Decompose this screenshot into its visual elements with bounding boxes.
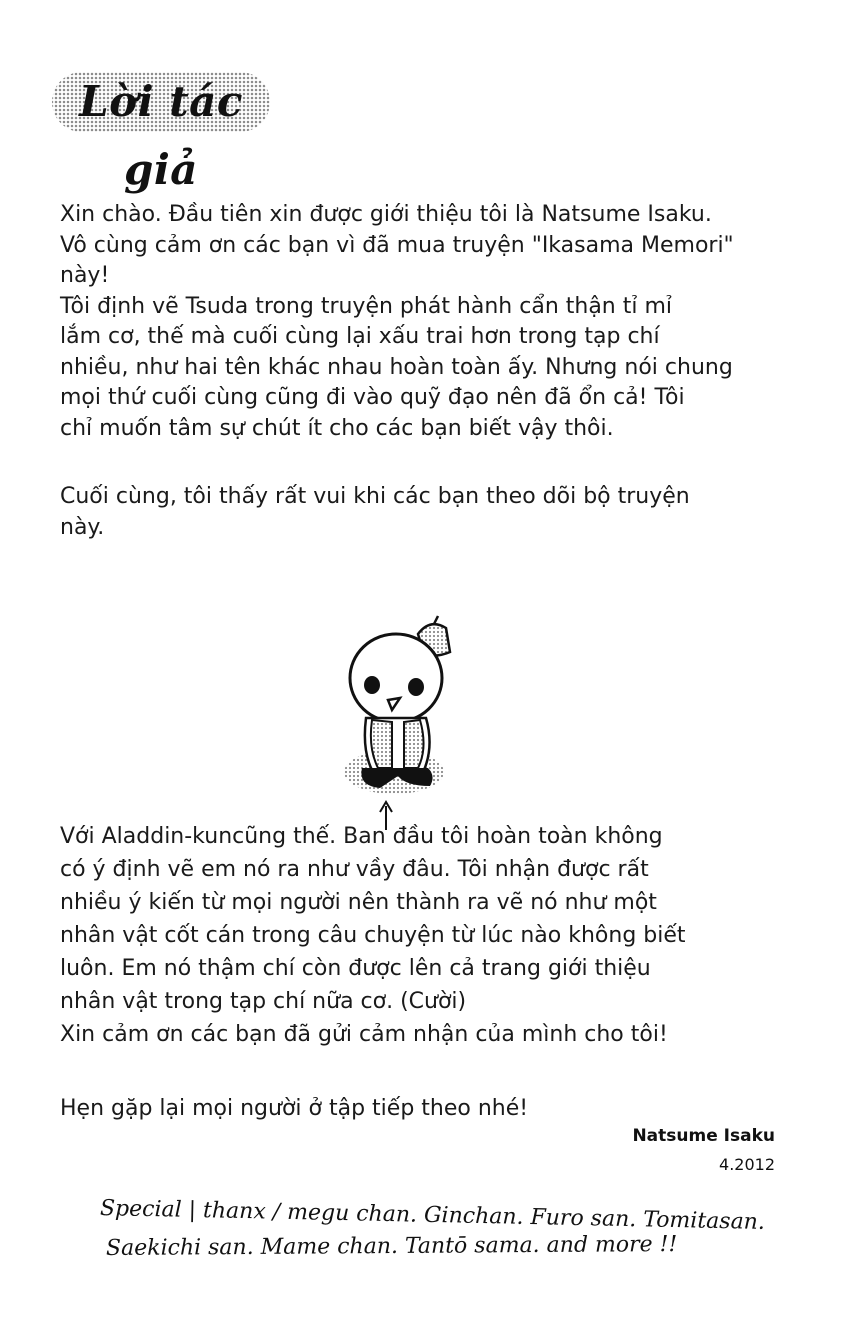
text-line: Xin chào. Đầu tiên xin được giới thiệu tôi là Natsume Isaku.	[60, 202, 712, 227]
text-line: mọi thứ cuối cùng cũng đi vào quỹ đạo nên đã ổn cả! Tôi	[60, 385, 685, 410]
text-line: Hẹn gặp lại mọi người ở tập tiếp theo nhé!	[60, 1096, 529, 1121]
text-line: nhân vật trong tạp chí nữa cơ. (Cười)	[60, 989, 467, 1014]
text-line: Cuối cùng, tôi thấy rất vui khi các bạn theo dõi bộ truyện	[60, 484, 690, 509]
title-badge	[50, 68, 272, 194]
author-signature: Natsume Isaku	[632, 1126, 775, 1146]
text-line: này.	[60, 514, 105, 540]
text-line: có ý định vẽ em nó ra như vầy đâu. Tôi nhận được rất	[60, 857, 649, 882]
paragraph-farewell	[60, 1094, 805, 1124]
text-line: luôn. Em nó thậm chí còn được lên cả trang giới thiệu	[60, 956, 651, 981]
text-line: Vô cùng cảm ơn các bạn vì đã mua truyện "Ikasama Memori"	[60, 232, 734, 258]
special-thanks-line-2: Saekichi san. Mame chan. Tantō sama. and more !!	[105, 1232, 678, 1261]
text-line: chỉ muốn tâm sự chút ít cho các bạn biết vậy thôi.	[60, 415, 614, 441]
signature-date: 4.2012	[719, 1155, 775, 1174]
text-line: nhân vật cốt cán trong câu chuyện từ lúc nào không biết	[60, 923, 686, 948]
text-line: Tôi định vẽ Tsuda trong truyện phát hành cẩn thận tỉ mỉ	[60, 293, 673, 319]
text-line: Xin cảm ơn các bạn đã gửi cảm nhận của mình cho tôi!	[60, 1022, 668, 1047]
text-line: Với Aladdin-kuncũng thế. Ban đầu tôi hoàn toàn không	[60, 824, 663, 849]
text-line: nhiều ý kiến từ mọi người nên thành ra vẽ nó như một	[60, 890, 657, 915]
text-line: lắm cơ, thế mà cuối cùng lại xấu trai hơn trong tạp chí	[60, 324, 660, 349]
page-title: Lời tác giả	[79, 77, 243, 194]
text-line: này!	[60, 263, 110, 288]
special-thanks-line-1: Special | thanx / megu chan. Ginchan. Furo san. Tomitasan.	[99, 1196, 766, 1235]
paragraph-aladdin	[60, 820, 805, 1051]
text-line: nhiều, như hai tên khác nhau hoàn toàn ấy. Nhưng nói chung	[60, 354, 733, 380]
paragraph-intro	[60, 200, 805, 444]
paragraph-closing	[60, 482, 805, 543]
aladdin-kun-illustration	[332, 610, 462, 830]
